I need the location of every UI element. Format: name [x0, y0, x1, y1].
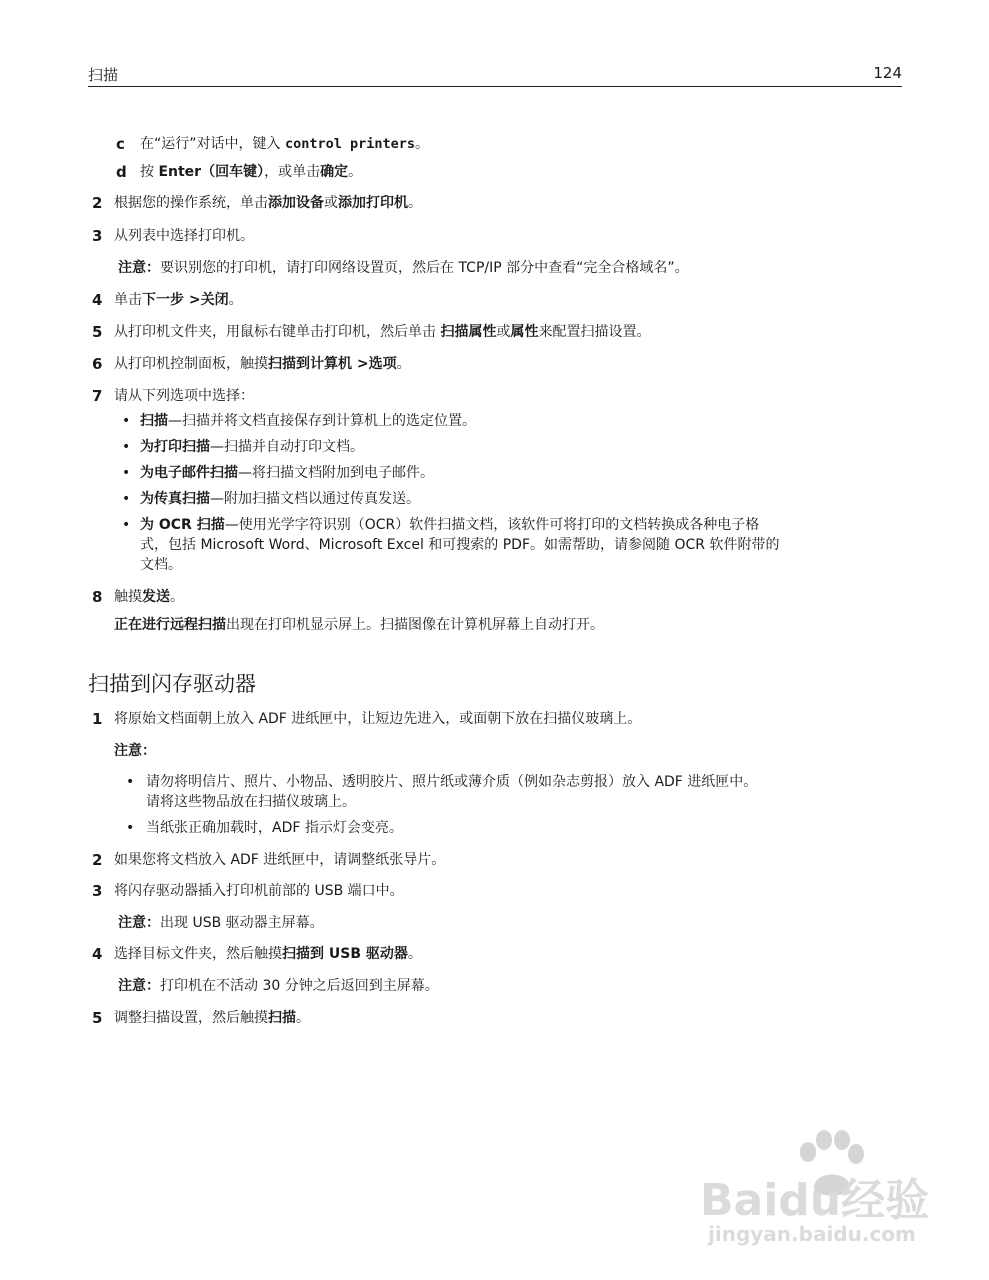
section2-step-4-prefix: 选择目标文件夹，然后触摸	[114, 946, 282, 962]
option-desc: —扫描并自动打印文档。	[210, 439, 364, 455]
section-title: 扫描到闪存驱动器	[88, 672, 256, 696]
step-number-2: 2	[92, 194, 103, 212]
bullet-icon: •	[126, 774, 135, 790]
step-number-1: 1	[92, 710, 103, 728]
step-4-text	[114, 290, 243, 310]
step-number-7: 7	[92, 387, 103, 405]
step-c-suffix: 。	[415, 136, 430, 152]
step-5-prefix: 从打印机文件夹，用鼠标右键单击打印机，然后单击	[114, 324, 441, 340]
step-8-suffix: 。	[170, 589, 184, 605]
option-item	[140, 411, 476, 431]
step-8-action: 发送	[142, 589, 170, 605]
baidu-watermark	[700, 1130, 930, 1260]
step-2-mid: 或	[324, 195, 338, 211]
step-5-suffix: 来配置扫描设置。	[538, 324, 651, 340]
section2-step-4-text	[114, 944, 422, 964]
option-item	[140, 489, 420, 509]
step-d-suffix: 。	[348, 164, 363, 180]
option-term: 为 OCR 扫描	[140, 517, 225, 533]
step-5-action2: 属性	[510, 324, 539, 340]
section2-step-4-suffix: 。	[407, 946, 422, 962]
bullet-icon: •	[122, 465, 131, 481]
header-title: 扫描	[88, 66, 119, 84]
step-5-action1: 扫描属性	[440, 324, 497, 340]
bullet-icon: •	[122, 491, 131, 507]
step-7-text: 请从下列选项中选择：	[114, 388, 254, 404]
option-desc: —将扫描文档附加到电子邮件。	[238, 465, 434, 481]
step-number-2: 2	[92, 851, 103, 869]
note-4-label: 注意：	[118, 978, 160, 994]
bullet-icon: •	[122, 439, 131, 455]
step-3-text: 从列表中选择打印机。	[114, 228, 254, 244]
option-item	[140, 437, 364, 457]
step-number-5: 5	[92, 1009, 103, 1027]
watermark-url: jingyan.baidu.com	[708, 1222, 916, 1246]
option-desc: —附加扫描文档以通过传真发送。	[210, 491, 420, 507]
section2-step-5-suffix: 。	[296, 1010, 310, 1026]
step-d-text	[140, 162, 362, 182]
step-number-6: 6	[92, 355, 103, 373]
note-item-line1: 当纸张正确加载时，ADF 指示灯会变亮。	[146, 820, 403, 836]
step-4-prefix: 单击	[114, 292, 142, 308]
result-text: 出现在打印机显示屏上。扫描图像在计算机屏幕上自动打开。	[226, 617, 604, 633]
note-3-text: 出现 USB 驱动器主屏幕。	[160, 915, 324, 931]
section2-step-1-text: 将原始文档面朝上放入 ADF 进纸匣中，让短边先进入，或面朝下放在扫描仪玻璃上。	[114, 711, 642, 727]
step-d-key: Enter（回车键）	[158, 164, 265, 180]
step-d-prefix: 按	[140, 164, 159, 180]
step-number-3: 3	[92, 882, 103, 900]
step-number-4: 4	[92, 291, 103, 309]
result-term: 正在进行远程扫描	[114, 617, 226, 633]
note-item-line2: 请将这些物品放在扫描仪玻璃上。	[146, 794, 356, 810]
step-c-prefix: 在“运行”对话中，键入	[140, 136, 285, 152]
bullet-icon: •	[122, 517, 131, 533]
step-d-action: 确定	[320, 164, 349, 180]
step-number-5: 5	[92, 323, 103, 341]
bullet-icon: •	[122, 413, 131, 429]
section2-step-4-action: 扫描到 USB 驱动器	[282, 946, 408, 962]
step-number-3: 3	[92, 227, 103, 245]
page-number: 124	[873, 64, 902, 82]
step-2-text	[114, 193, 422, 213]
step-5-mid: 或	[496, 324, 511, 340]
section2-step-3-text: 将闪存驱动器插入打印机前部的 USB 端口中。	[114, 883, 404, 899]
option-desc: —扫描并将文档直接保存到计算机上的选定位置。	[168, 413, 476, 429]
section2-step-5-action: 扫描	[268, 1010, 296, 1026]
step-2-action2: 添加打印机	[338, 195, 408, 211]
step-6-action: 扫描到计算机 >选项	[268, 356, 397, 372]
watermark-brand: Baidu经验	[700, 1175, 930, 1226]
step-number-4: 4	[92, 945, 103, 963]
notes-label: 注意：	[114, 743, 156, 759]
section2-step-5-text	[114, 1008, 310, 1028]
step-2-suffix: 。	[408, 195, 422, 211]
step-8-text	[114, 587, 184, 607]
step-c-code: control printers	[284, 136, 416, 152]
option-ocr-line3: 文档。	[140, 557, 182, 573]
step-2-action1: 添加设备	[268, 195, 324, 211]
option-term: 为打印扫描	[140, 439, 210, 455]
section2-step-5-prefix: 调整扫描设置，然后触摸	[114, 1010, 268, 1026]
step-6-prefix: 从打印机控制面板，触摸	[114, 356, 268, 372]
step-c-text	[140, 134, 429, 154]
note-3	[118, 913, 324, 933]
option-term: 为电子邮件扫描	[140, 465, 238, 481]
option-term: 为传真扫描	[140, 491, 210, 507]
step-5-text	[114, 322, 650, 342]
step-letter-d: d	[116, 163, 127, 181]
option-item-ocr	[140, 515, 759, 535]
step-8-result	[114, 615, 604, 635]
step-6-suffix: 。	[396, 356, 411, 372]
note-1-text: 要识别您的打印机，请打印网络设置页，然后在 TCP/IP 部分中查看“完全合格域名”。	[160, 260, 689, 276]
step-4-suffix: 。	[228, 292, 243, 308]
note-1	[118, 258, 689, 278]
step-number-8: 8	[92, 588, 103, 606]
note-1-label: 注意：	[118, 260, 160, 276]
note-3-label: 注意：	[118, 915, 160, 931]
option-term: 扫描	[140, 413, 168, 429]
section2-step-2-text: 如果您将文档放入 ADF 进纸匣中，请调整纸张导片。	[114, 852, 446, 868]
option-item	[140, 463, 434, 483]
step-2-prefix: 根据您的操作系统，单击	[114, 195, 268, 211]
note-item-line1: 请勿将明信片、照片、小物品、透明胶片、照片纸或薄介质（例如杂志剪报）放入 ADF 进纸匣中。	[146, 774, 758, 790]
step-d-mid: ，或单击	[264, 164, 321, 180]
step-4-action: 下一步 >关闭	[142, 292, 229, 308]
step-8-prefix: 触摸	[114, 589, 142, 605]
note-4-text: 打印机在不活动 30 分钟之后返回到主屏幕。	[160, 978, 439, 994]
option-ocr-line2: 式，包括 Microsoft Word、Microsoft Excel 和可搜索的 PDF。如需帮助，请参阅随 OCR 软件附带的	[140, 537, 780, 553]
page-header	[88, 62, 902, 87]
step-6-text	[114, 354, 411, 374]
bullet-icon: •	[126, 820, 135, 836]
note-4	[118, 976, 439, 996]
option-desc-line1: —使用光学字符识别（OCR）软件扫描文档，该软件可将打印的文档转换成各种电子格	[224, 517, 760, 533]
step-letter-c: c	[116, 135, 125, 153]
